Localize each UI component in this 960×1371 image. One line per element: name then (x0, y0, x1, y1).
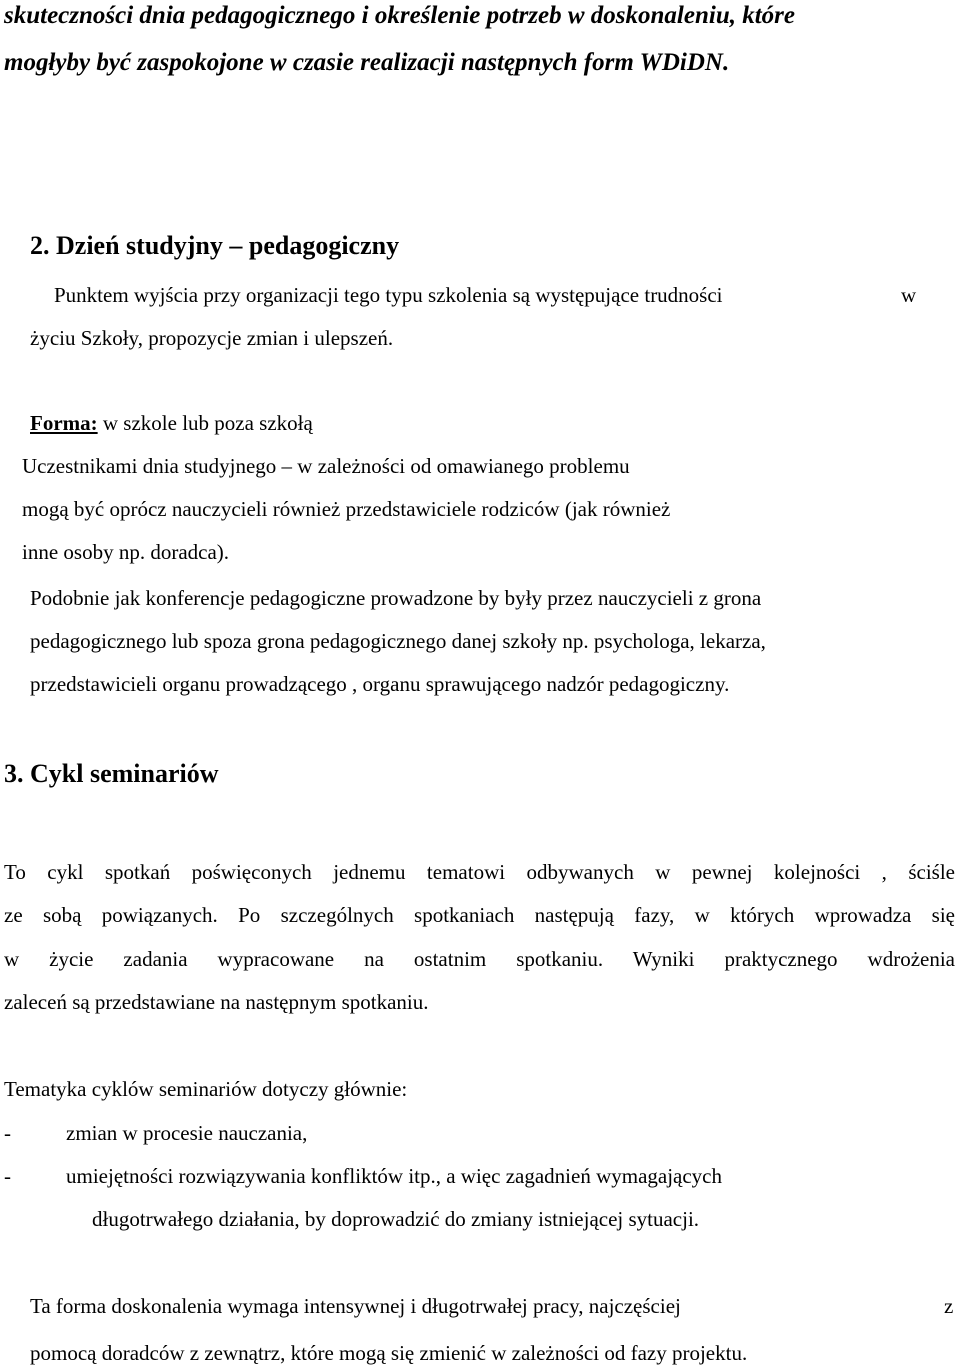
section-3-paragraph-1-line-2: ze sobą powiązanych. Po szczególnych spotkaniach następują fazy, w których wprowadza się (4, 903, 955, 927)
section-3-paragraph-1-line-3: w życie zadania wypracowane na ostatnim spotkaniu. Wyniki praktycznego wdrożenia (4, 947, 955, 971)
section-3-paragraph-2-line-1: Ta forma doskonalenia wymaga intensywnej i długotrwałej pracy, najczęściej (30, 1294, 681, 1318)
section-2-paragraph-3-line-3: przedstawicieli organu prowadzącego , organu sprawującego nadzór pedagogiczny. (30, 672, 730, 696)
section-3-paragraph-2-line-2: pomocą doradców z zewnątrz, które mogą się zmienić w zależności od fazy projektu. (30, 1341, 748, 1365)
section-2-paragraph-1-line-2: życiu Szkoły, propozycje zmian i ulepszeń. (30, 326, 394, 350)
section-2-paragraph-3-line-2: pedagogicznego lub spoza grona pedagogicznego danej szkoły np. psychologa, lekarza, (30, 629, 766, 653)
list-item-dash: - (4, 1164, 11, 1188)
section-2-heading: 2. Dzień studyjny – pedagogiczny (30, 231, 400, 260)
section-2-paragraph-2-line-1: Uczestnikami dnia studyjnego – w zależności od omawianego problemu (22, 454, 630, 478)
section-2-paragraph-2-line-2: mogą być oprócz nauczycieli również przedstawiciele rodziców (jak również (22, 497, 671, 521)
section-3-paragraph-2-line-1-tail: z (944, 1294, 954, 1318)
section-3-paragraph-1-line-4: zaleceń są przedstawiane na następnym spotkaniu. (4, 990, 429, 1014)
section-2-paragraph-3-line-1: Podobnie jak konferencje pedagogiczne prowadzone by były przez nauczycieli z grona (30, 586, 762, 610)
section-2-paragraph-2-line-3: inne osoby np. doradca). (22, 540, 230, 564)
section-2-paragraph-1-line-1-tail: w (901, 283, 917, 307)
intro-line-1: skuteczności dnia pedagogicznego i określenie potrzeb w doskonaleniu, które (4, 2, 796, 29)
forma-label: Forma: (30, 411, 98, 435)
list-item-continuation: długotrwałego działania, by doprowadzić do zmiany istniejącej sytuacji. (92, 1207, 700, 1231)
section-3-heading: 3. Cykl seminariów (4, 759, 219, 788)
list-item-dash: - (4, 1121, 11, 1145)
forma-line (30, 413, 313, 434)
section-2-paragraph-1-line-1: Punktem wyjścia przy organizacji tego typu szkolenia są występujące trudności (54, 283, 723, 307)
forma-text: w szkole lub poza szkołą (97, 411, 313, 435)
section-3-paragraph-1-line-1: To cykl spotkań poświęconych jednemu tematowi odbywanych w pewnej kolejności , ściśle (4, 860, 955, 884)
list-item-text: zmian w procesie nauczania, (66, 1121, 308, 1145)
intro-line-2: mogłyby być zaspokojone w czasie realizacji następnych form WDiDN. (4, 49, 730, 76)
topics-intro: Tematyka cyklów seminariów dotyczy głównie: (4, 1077, 408, 1101)
list-item-text: umiejętności rozwiązywania konfliktów itp., a więc zagadnień wymagających (66, 1164, 723, 1188)
